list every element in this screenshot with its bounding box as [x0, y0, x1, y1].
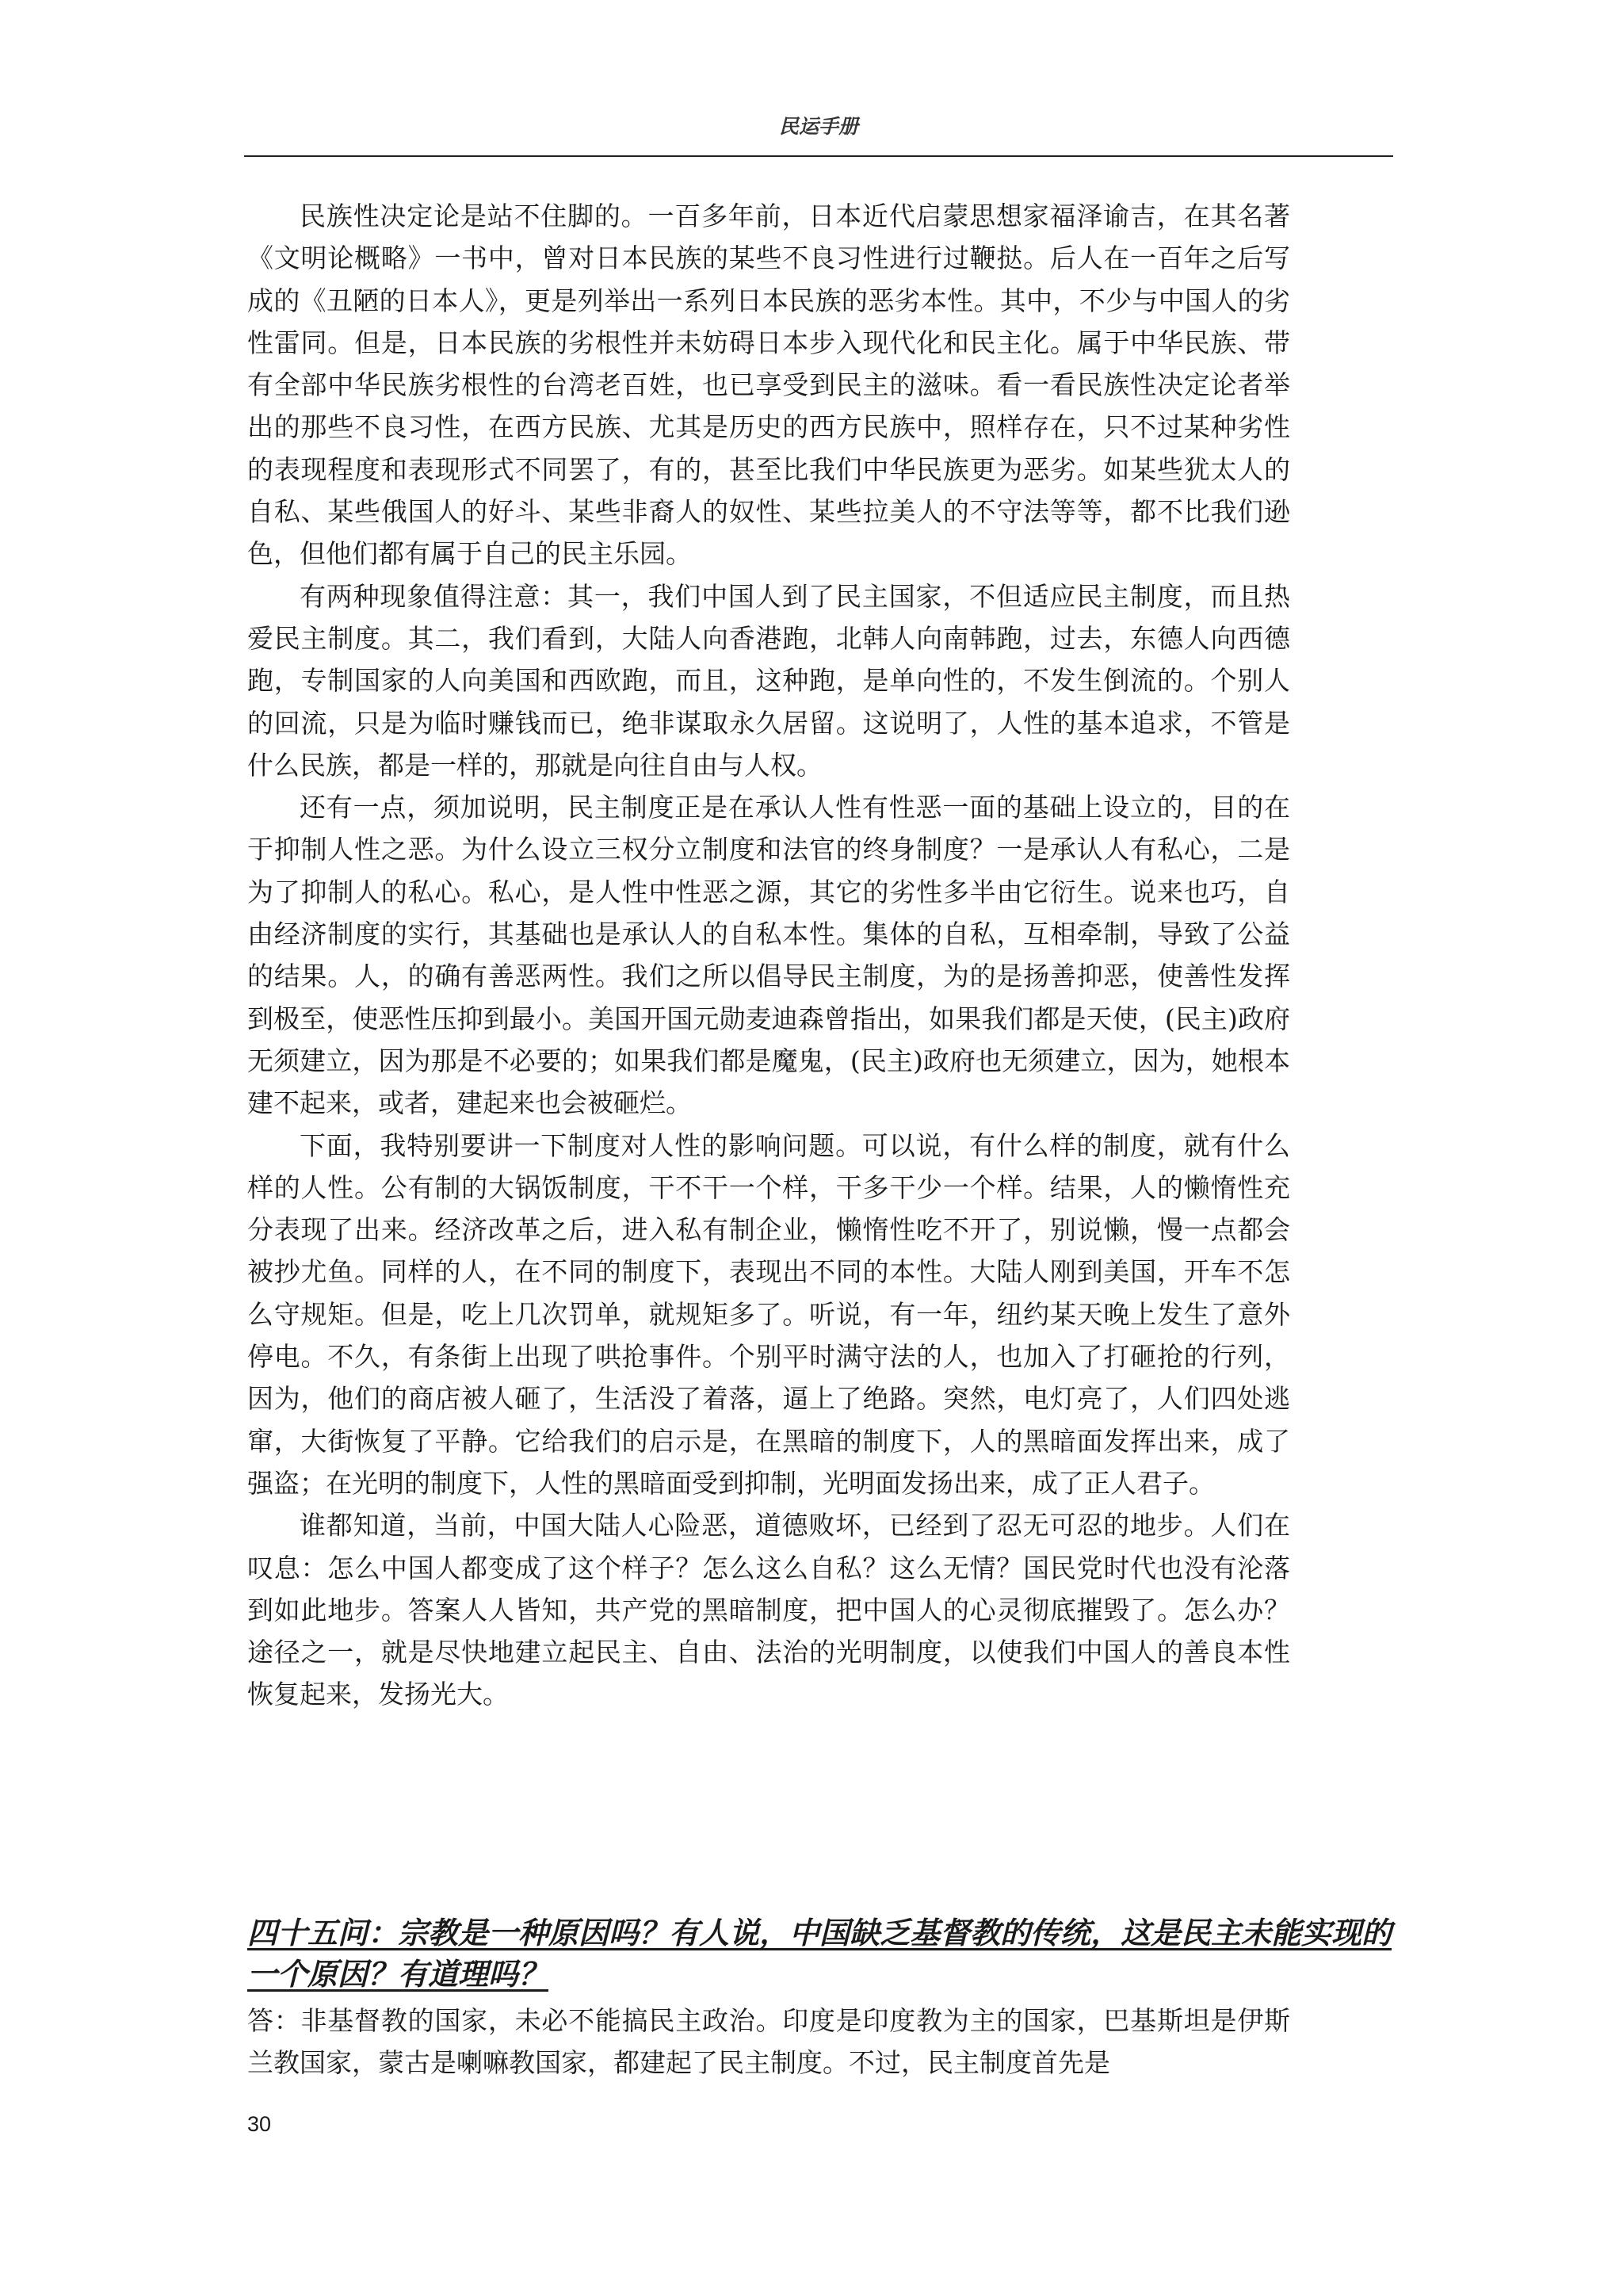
- answer-text: 答：非基督教的国家，未必不能搞民主政治。印度是印度教为主的国家，巴基斯坦是伊斯兰教国家，蒙古是喇嘛教国家，都建起了民主制度。不过，民主制度首先是: [247, 2005, 1290, 2079]
- paragraph: 谁都知道，当前，中国大陆人心险恶，道德败坏，已经到了忍无可忍的地步。人们在叹息：怎么中国人都变成了这个样子？怎么这么自私？这么无情？国民党时代也没有沦落到如此地步。答案人人皆知，共产党的黑暗制度，把中国人的心灵彻底摧毁了。怎么办？途径之一，就是尽快地建立起民主、自由、法治的光明制度，以使我们中国人的善良本性恢复起来，发扬光大。: [247, 1510, 1290, 1710]
- paragraph: 还有一点，须加说明，民主制度正是在承认人性有性恶一面的基础上设立的，目的在于抑制人性之恶。为什么设立三权分立制度和法官的终身制度？一是承认人有私心，二是为了抑制人的私心。私心，是人性中性恶之源，其它的劣性多半由它衍生。说来也巧，自由经济制度的实行，其基础也是承认人的自私本性。集体的自私，互相牵制，导致了公益的结果。人，的确有善恶两性。我们之所以倡导民主制度，为的是扬善抑恶，使善性发挥到极至，使恶性压抑到最小。美国开国元勋麦迪森曾指出，如果我们都是天使，(民主)政府无须建立，因为那是不必要的；如果我们都是魔鬼，(民主)政府也无须建立，因为，她根本建不起来，或者，建起来也会被砸烂。: [247, 792, 1290, 1119]
- header-divider: [244, 155, 1393, 157]
- page-number: 30: [247, 2112, 272, 2136]
- paragraph: 民族性决定论是站不住脚的。一百多年前，日本近代启蒙思想家福泽谕吉，在其名著《文明论概略》一书中，曾对日本民族的某些不良习性进行过鞭挞。后人在一百年之后写成的《丑陋的日本人》，更是列举出一系列日本民族的恶劣本性。其中，不少与中国人的劣性雷同。但是，日本民族的劣根性并未妨碍日本步入现代化和民主化。属于中华民族、带有全部中华民族劣根性的台湾老百姓，也已享受到民主的滋味。看一看民族性决定论者举出的那些不良习性，在西方民族、尤其是历史的西方民族中，照样存在，只不过某种劣性的表现程度和表现形式不同罢了，有的，甚至比我们中华民族更为恶劣。如某些犹太人的自私、某些俄国人的好斗、某些非裔人的奴性、某些拉美人的不守法等等，都不比我们逊色，但他们都有属于自己的民主乐园。: [247, 201, 1290, 570]
- running-header: 民运手册: [778, 115, 858, 138]
- paragraph: 下面，我特别要讲一下制度对人性的影响问题。可以说，有什么样的制度，就有什么样的人性。公有制的大锅饭制度，干不干一个样，干多干少一个样。结果，人的懒惰性充分表现了出来。经济改革之后，进入私有制企业，懒惰性吃不开了，别说懒，慢一点都会被抄尤鱼。同样的人，在不同的制度下，表现出不同的本性。大陆人刚到美国，开车不怎么守规矩。但是，吃上几次罚单，就规矩多了。听说，有一年，纽约某天晚上发生了意外停电。不久，有条街上出现了哄抢事件。个别平时满守法的人，也加入了打砸抢的行列，因为，他们的商店被人砸了，生活没了着落，逼上了绝路。突然，电灯亮了，人们四处逃窜，大街恢复了平静。它给我们的启示是，在黑暗的制度下，人的黑暗面发挥出来，成了强盗；在光明的制度下，人性的黑暗面受到抑制，光明面发扬出来，成了正人君子。: [247, 1129, 1290, 1499]
- qa-section: [247, 1912, 1396, 2084]
- question-heading: 四十五问：宗教是一种原因吗？有人说，中国缺乏基督教的传统，这是民主未能实现的一个原因？有道理吗？: [247, 1915, 1392, 1992]
- paragraph: 有两种现象值得注意：其一，我们中国人到了民主国家，不但适应民主制度，而且热爱民主制度。其二，我们看到，大陆人向香港跑，北韩人向南韩跑，过去，东德人向西德跑，专制国家的人向美国和西欧跑，而且，这种跑，是单向性的，不发生倒流的。个别人的回流，只是为临时赚钱而已，绝非谋取永久居留。这说明了，人性的基本追求，不管是什么民族，都是一样的，那就是向往自由与人权。: [247, 580, 1290, 781]
- main-text: [247, 195, 1290, 1716]
